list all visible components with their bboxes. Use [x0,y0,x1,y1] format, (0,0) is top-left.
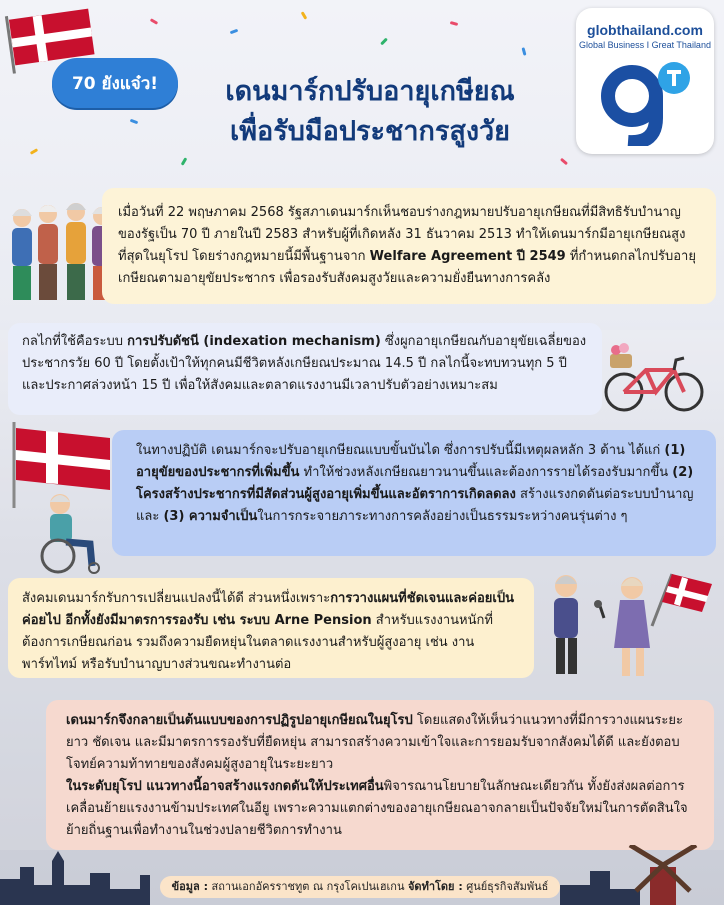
mechanism-text-1: กลไกที่ใช้คือระบบ [22,334,128,349]
mechanism-panel [8,323,602,415]
society-bold-1: การวางแผนที่ชัดเจนและค่อยเป็นค่อยไป อีกทั้งยังมีมาตรการรองรับ เช่น ระบบ Arne Pension [22,591,514,628]
confetti [181,157,188,165]
producer-label: จัดทำโดย : [407,880,463,893]
confetti [560,158,568,165]
conclusion-bold-1: เดนมาร์กจึงกลายเป็นต้นแบบของการปฏิรูปอายุเกษียณในยุโรป [66,713,413,728]
confetti [522,47,527,56]
reasons-bold-2: (2) โครงสร้างประชากรที่มีสัดส่วนผู้สูงอายุเพิ่มขึ้นและอัตราการเกิดลดลง [136,465,694,502]
intro-text-1: เมื่อวันที่ 22 พฤษภาคม 2568 รัฐสภาเดนมาร์กเห็นชอบร่างกฎหมายปรับอายุเกษียณที่มีสิทธิรับบำนาญของรัฐเป็น 70 ปี ภายในปี 2583 สำหรับผู้ที่เกิดหลัง 31 ธันวาคม 2513 ทำให้เดนมาร์กมีอายุเกษียณสูงที่สุดในยุโรป โดยร่างกฎหมายนี้มีพื้นฐานจาก [118,205,686,264]
confetti [150,18,158,25]
confetti [30,148,38,155]
society-text-2: สำหรับแรงงานหนักที่ต้องการเกษียณก่อน รวมถึงความยืดหยุ่นในตลาดแรงงานสำหรับผู้สูงอายุ เช่น งานพาร์ทไทม์ หรือรับบำนาญบางส่วนขณะทำงานต่อ [22,613,493,672]
confetti [301,11,308,19]
bicycle-illustration [604,340,706,414]
mechanism-bold-1: การปรับดัชนี (indexation mechanism) [127,334,381,349]
globthailand-logo [576,8,714,154]
logo-tagline: Global Business I Great Thailand [579,40,711,50]
age-badge: 70 ยังแจ๋ว! [52,58,178,108]
elderly-couple-illustration [540,566,720,686]
confetti [230,29,239,35]
logo-name: globthailand.com [587,22,703,38]
conclusion-panel [46,700,714,850]
society-panel [8,578,534,678]
logo-g-mark-icon [594,56,694,146]
source-credit [160,876,560,898]
intro-bold-1: Welfare Agreement ปี 2549 [369,249,566,264]
society-text-1: สังคมเดนมาร์กรับการเปลี่ยนแปลงนี้ได้ดี ส่วนหนึ่งเพราะ [22,591,331,606]
page-title [180,72,560,152]
title-line-2: เพื่อรับมือประชากรสูงวัย [229,116,511,147]
wheelchair-elder-illustration [30,488,112,576]
source-value: สถานเอกอัครราชทูต ณ กรุงโคเปนเฮเกน [207,880,408,893]
mechanism-text-2: ซึ่งผูกอายุเกษียณกับอายุขัยเฉลี่ยของประชากรวัย 60 ปี โดยตั้งเป้าให้ทุกคนมีชีวิตหลังเกษียณประมาณ 14.5 ปี กลไกนี้จะทบทวนทุก 5 ปี และประกาศล่วงหน้า 15 ปี เพื่อให้สังคมและตลาดแรงงานมีเวลาปรับตัวอย่างเหมาะสม [22,334,587,393]
reasons-text-1: ในทางปฏิบัติ เดนมาร์กจะปรับอายุเกษียณแบบขั้นบันได ซึ่งการปรับนี้มีเหตุผลหลัก 3 ด้าน ได้แก่ [136,443,665,458]
confetti [130,119,139,125]
source-label: ข้อมูล : [171,880,208,893]
conclusion-text-1: โดยแสดงให้เห็นว่าแนวทางที่มีการวางแผนระยะยาว ชัดเจน และมีมาตรการรองรับที่ยืดหยุ่น สามารถสร้างความเข้าใจและการยอมรับจากสังคมได้ดี และยังตอบโจทย์ความท้าทายของสังคมผู้สูงอายุในระยะยาว [66,713,683,772]
intro-panel [102,188,716,304]
reasons-text-2: ทำให้ช่วงหลังเกษียณยาวนานขึ้นและต้องการรายได้รองรับมากขึ้น [299,465,673,480]
reasons-text-4: ในการกระจายภาระทางการคลังอย่างเป็นธรรมระหว่างคนรุ่นต่าง ๆ [257,509,628,524]
reasons-panel [112,430,716,556]
confetti [380,38,388,46]
intro-text-2: ที่กำหนดกลไกปรับอายุเกษียณตามอายุขัยประชากร เพื่อรองรับสังคมสูงวัยและความยั่งยืนทางการคลัง [118,249,696,286]
reasons-text-3: สร้างแรงกดดันต่อระบบบำนาญ และ [136,487,694,524]
producer-value: ศูนย์ธุรกิจสัมพันธ์ [462,880,549,893]
conclusion-bold-2: ในระดับยุโรป แนวทางนี้อาจสร้างแรงกดดันให้ประเทศอื่น [66,779,384,794]
reasons-bold-3: (3) ความจำเป็น [163,509,258,524]
reasons-bold-1: (1) อายุขัยของประชากรที่เพิ่มขึ้น [136,443,686,480]
confetti [450,21,459,26]
conclusion-text-2: พิจารณานโยบายในลักษณะเดียวกัน ทั้งยังส่งผลต่อการเคลื่อนย้ายแรงงานข้ามประเทศในอียู เพราะความแตกต่างของอายุเกษียณอาจกลายเป็นปัจจัยใหม่ในการตัดสินใจย้ายถิ่นฐานเพื่อทำงานในช่วงปลายชีวิตการทำงาน [66,779,688,838]
title-line-1: เดนมาร์กปรับอายุเกษียณ [225,76,515,107]
